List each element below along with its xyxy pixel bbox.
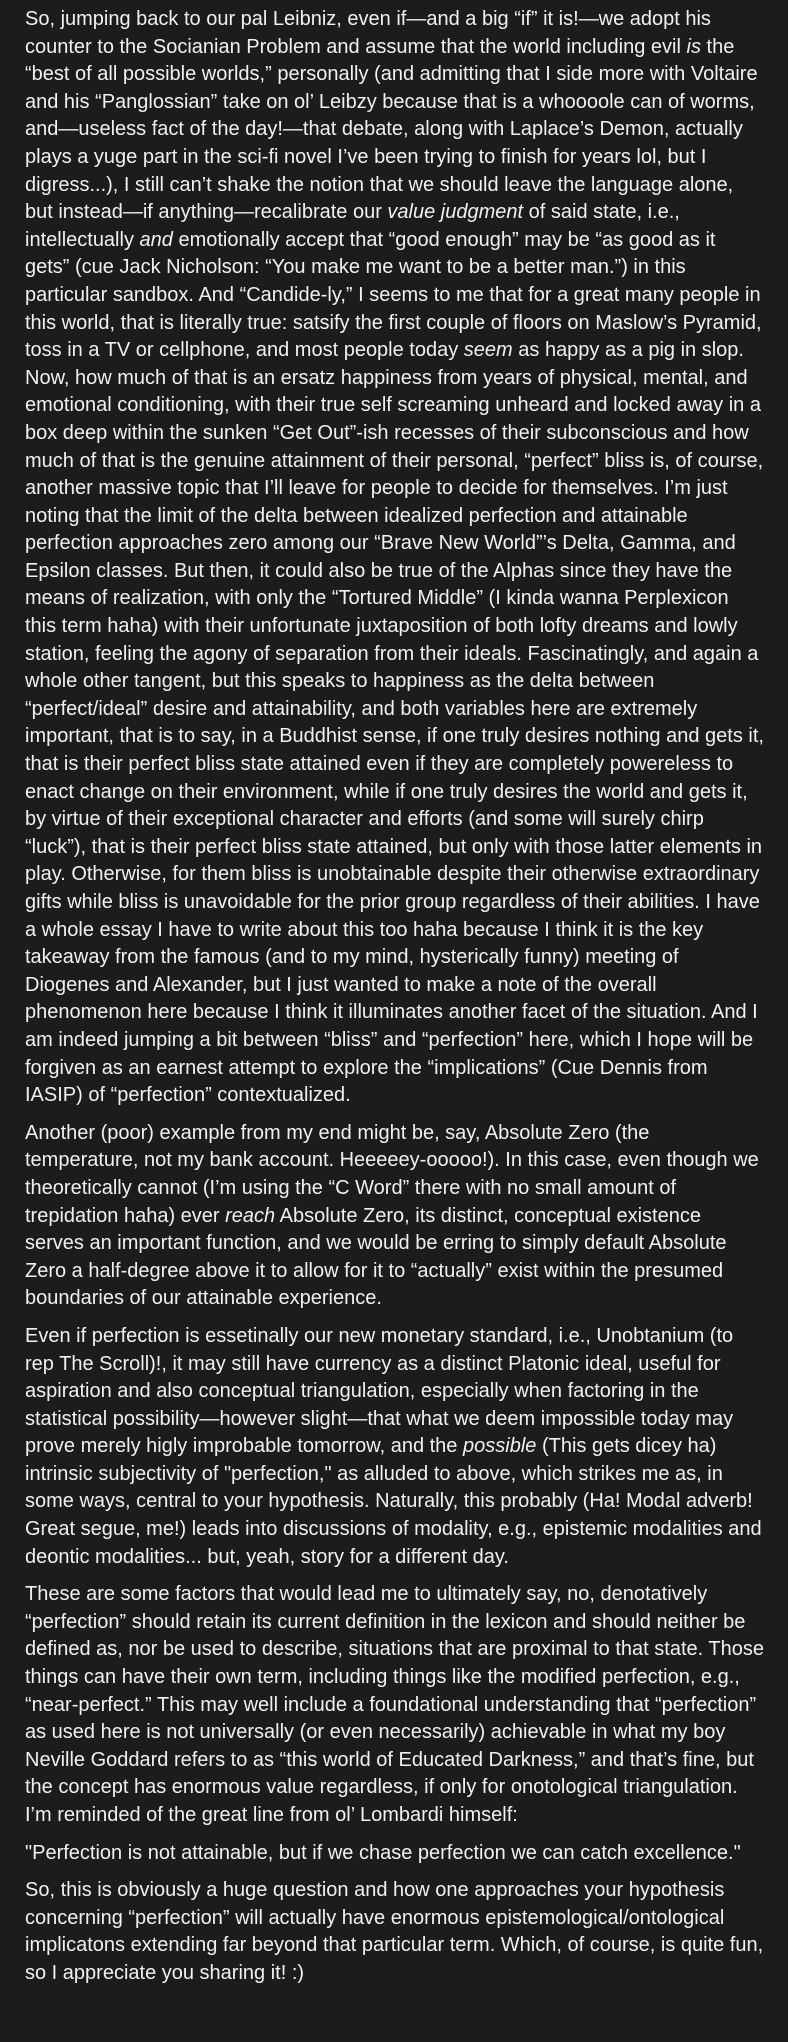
text-run: Even if perfection is essetinally our new monetary standard, i.e., Unobtanium (to rep The Scroll)!, it may still have currency as a distinct Platonic ideal, useful for aspiration and also conceptual triangulation, especially when factoring in the statistical possibility—however slight—that what we deem impossible today may prove merely higly improbable tomorrow, and the xyxy=(25,1324,734,1458)
paragraph-unobtanium xyxy=(25,1323,764,1571)
text-run: the “best of all possible worlds,” personally (and admitting that I side more with Voltaire and his “Panglossian” take on ol’ Leibzy because that is a whoooole can of worms, and—useless fact of the day!—that debate, along with Laplace’s Demon, actually plays a yuge part in the sci-fi novel I’ve been trying to finish for years lol, but I digress...), I still can’t shake the notion that we should leave the language alone, but instead—if anything—recalibrate our xyxy=(25,35,758,224)
text-run: Absolute Zero, its distinct, conceptual existence serves an important function, and we would be erring to simply default Absolute Zero a half-degree above it to allow for it to “actually” exist within the presumed boundaries of our attainable experience. xyxy=(25,1204,727,1310)
paragraph-absolute-zero xyxy=(25,1120,764,1313)
emphasis-run: is xyxy=(686,35,701,58)
text-run: as happy as a pig in slop. Now, how much of that is an ersatz happiness from years of physical, mental, and emotional conditioning, with their true self screaming unheard and locked away in a box deep within the sunken “Get Out”-ish recesses of their subconscious and how much of that is the genuine attainment of their personal, “perfect” bliss is, of course, another massive topic that I’ll leave for people to decide for themselves. I’m just noting that the limit of the delta between idealized perfection and attainable perfection approaches zero among our “Brave New World”’s Delta, Gamma, and Epsilon classes. But then, it could also be true of the Alphas since they have the means of realization, with only the “Tortured Middle” (I kinda wanna Perplexicon this term haha) with their unfortunate juxtaposition of both lofty dreams and lowly station, feeling the agony of separation from their ideals. Fascinatingly, and again a whole other tangent, but this speaks to happiness as the delta between “perfect/ideal” desire and attainability, and both variables here are extremely important, that is to say, in a Buddhist sense, if one truly desires nothing and gets it, that is their perfect bliss state attained even if they are completely powereless to enact change on their environment, while if one truly desires the world and gets it, by virtue of their exceptional character and efforts (and some will surely chirp “luck”), that is their perfect bliss state attained, but only with those latter elements in play. Otherwise, for them bliss is unobtainable despite their otherwise extraordinary gifts while bliss is unavoidable for the prior group regardless of their abilities. I have a whole essay I have to write about this too haha because I think it is the key takeaway from the famous (and to my mind, hysterically funny) meeting of Diogenes and Alexander, but I just wanted to make a note of the overall phenomenon here because I think it illuminates another facet of the situation. And I am indeed jumping a bit between “bliss” and “perfection” here, which I hope will be forgiven as an earnest attempt to explore the “implications” (Cue Dennis from IASIP) of “perfection” contextualized. xyxy=(25,339,764,1107)
emphasis-run: seem xyxy=(463,339,513,362)
paragraph-leibniz xyxy=(25,6,764,1110)
text-run: of said state, i.e., intellectually xyxy=(25,201,680,251)
emphasis-run: and xyxy=(139,228,173,251)
emphasis-run: possible xyxy=(463,1435,537,1458)
text-run: Another (poor) example from my end might be, say, Absolute Zero (the temperature, not my bank account. Heeeeey-ooooo!). In this case, even though we theoretically cannot (I’m using the “C Word” there with no small amount of trepidation haha) ever xyxy=(25,1121,759,1227)
paragraph-closing xyxy=(25,1877,764,1987)
text-run: So, this is obviously a huge question and how one approaches your hypothesis concerning “perfection” will actually have enormous epistemological/ontological implicatons extending far beyond that particular term. Which, of course, is quite fun, so I appreciate you sharing it! :) xyxy=(25,1879,764,1984)
quote-text: "Perfection is not attainable, but if we chase perfection we can catch excellence." xyxy=(25,1841,741,1864)
text-run: (This gets dicey ha) intrinsic subjectivity of "perfection," as alluded to above, which strikes me as, in some ways, central to your hypothesis. Naturally, this probably (Ha! Modal adverb! Great segue, me!) leads into discussions of modality, e.g., epistemic modalities and deontic modalities... but, yeah, story for a different day. xyxy=(25,1435,762,1568)
text-run: emotionally accept that “good enough” may be “as good as it gets” (cue Jack Nicholson: “You make me want to be a better man.”) in this particular sandbox. And “Candide-ly,” I seems to me that for a great many people in this world, that is literally true: satsify the first couple of floors on Maslow’s Pyramid, toss in a TV or cellphone, and most people today xyxy=(25,228,762,362)
text-run: So, jumping back to our pal Leibniz, even if—and a big “if” it is!—we adopt his counter to the Socianian Problem and assume that the world including evil xyxy=(25,8,711,58)
paragraph-quote xyxy=(25,1840,764,1868)
emphasis-run: value judgment xyxy=(387,201,524,224)
paragraph-denotation xyxy=(25,1581,764,1829)
emphasis-run: reach xyxy=(225,1204,276,1227)
text-run: These are some factors that would lead me to ultimately say, no, denotatively “perfection” should retain its current definition in the lexicon and should neither be defined as, nor be used to describe, situations that are proximal to that state. Those things can have their own term, including things like the modified perfection, e.g., “near-perfect.” This may well include a foundational understanding that “perfection” as used here is not universally (or even necessarily) achievable in what my boy Neville Goddard refers to as “this world of Educated Darkness,” and that’s fine, but the concept has enormous value regardless, if only for onotological triangulation. I’m reminded of the great line from ol’ Lombardi himself: xyxy=(25,1583,764,1826)
